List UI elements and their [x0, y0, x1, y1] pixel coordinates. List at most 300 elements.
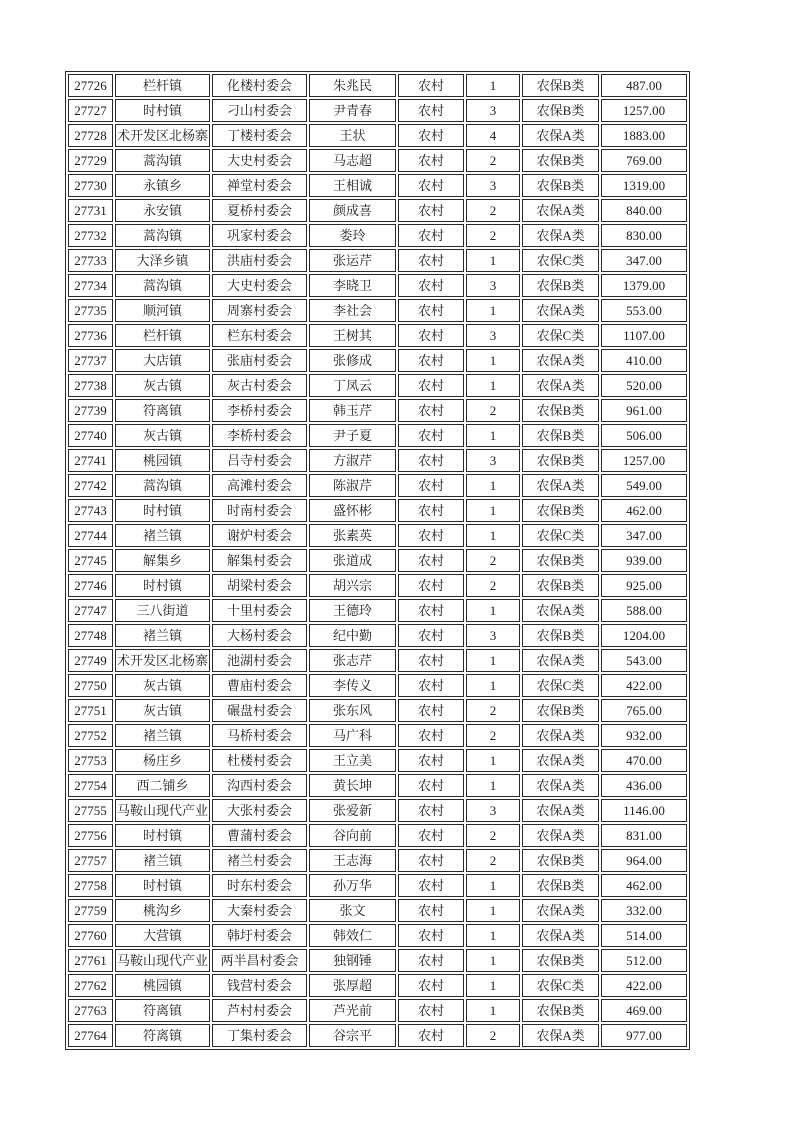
- insurance-type-cell: 农保B类: [522, 399, 599, 422]
- amount-cell: 422.00: [601, 674, 687, 697]
- insurance-type-cell: 农保A类: [522, 349, 599, 372]
- town-cell: 蒿沟镇: [115, 224, 210, 247]
- count-cell: 2: [466, 224, 520, 247]
- insurance-type-cell: 农保C类: [522, 974, 599, 997]
- village-cell: 丁楼村委会: [212, 124, 307, 147]
- id-cell: 27740: [68, 424, 113, 447]
- id-cell: 27738: [68, 374, 113, 397]
- table-row: [68, 424, 687, 447]
- id-cell: 27734: [68, 274, 113, 297]
- table-row: [68, 399, 687, 422]
- village-cell: 马桥村委会: [212, 724, 307, 747]
- village-cell: 褚兰村委会: [212, 849, 307, 872]
- id-cell: 27748: [68, 624, 113, 647]
- count-cell: 3: [466, 449, 520, 472]
- person-name-cell: 张修成: [309, 349, 396, 372]
- id-cell: 27754: [68, 774, 113, 797]
- person-name-cell: 芦光前: [309, 999, 396, 1022]
- village-cell: 巩家村委会: [212, 224, 307, 247]
- insurance-type-cell: 农保B类: [522, 874, 599, 897]
- person-name-cell: 王状: [309, 124, 396, 147]
- id-cell: 27756: [68, 824, 113, 847]
- amount-cell: 469.00: [601, 999, 687, 1022]
- id-cell: 27755: [68, 799, 113, 822]
- id-cell: 27761: [68, 949, 113, 972]
- amount-cell: 512.00: [601, 949, 687, 972]
- count-cell: 2: [466, 199, 520, 222]
- person-name-cell: 王立美: [309, 749, 396, 772]
- person-name-cell: 王德玲: [309, 599, 396, 622]
- count-cell: 1: [466, 674, 520, 697]
- table-row: [68, 674, 687, 697]
- town-cell: 灰古镇: [115, 374, 210, 397]
- table-row: [68, 849, 687, 872]
- insurance-type-cell: 农保C类: [522, 249, 599, 272]
- insurance-type-cell: 农保B类: [522, 174, 599, 197]
- person-name-cell: 马广科: [309, 724, 396, 747]
- town-cell: 杨庄乡: [115, 749, 210, 772]
- amount-cell: 347.00: [601, 249, 687, 272]
- village-cell: 韩圩村委会: [212, 924, 307, 947]
- id-cell: 27733: [68, 249, 113, 272]
- category-cell: 农村: [398, 499, 464, 522]
- town-cell: 时村镇: [115, 874, 210, 897]
- count-cell: 1: [466, 949, 520, 972]
- village-cell: 禅堂村委会: [212, 174, 307, 197]
- id-cell: 27744: [68, 524, 113, 547]
- table-row: [68, 74, 687, 97]
- person-name-cell: 谷向前: [309, 824, 396, 847]
- village-cell: 杜楼村委会: [212, 749, 307, 772]
- amount-cell: 1257.00: [601, 449, 687, 472]
- person-name-cell: 尹子夏: [309, 424, 396, 447]
- village-cell: 钱营村委会: [212, 974, 307, 997]
- category-cell: 农村: [398, 999, 464, 1022]
- town-cell: 灰古镇: [115, 424, 210, 447]
- amount-cell: 939.00: [601, 549, 687, 572]
- category-cell: 农村: [398, 674, 464, 697]
- count-cell: 1: [466, 374, 520, 397]
- id-cell: 27750: [68, 674, 113, 697]
- amount-cell: 1883.00: [601, 124, 687, 147]
- insurance-type-cell: 农保B类: [522, 74, 599, 97]
- id-cell: 27726: [68, 74, 113, 97]
- town-cell: 西二铺乡: [115, 774, 210, 797]
- insurance-type-cell: 农保A类: [522, 224, 599, 247]
- count-cell: 1: [466, 499, 520, 522]
- insurance-type-cell: 农保A类: [522, 474, 599, 497]
- insurance-type-cell: 农保B类: [522, 949, 599, 972]
- insurance-type-cell: 农保B类: [522, 149, 599, 172]
- id-cell: 27728: [68, 124, 113, 147]
- table-row: [68, 649, 687, 672]
- person-name-cell: 独钢锤: [309, 949, 396, 972]
- village-cell: 大史村委会: [212, 274, 307, 297]
- person-name-cell: 李社会: [309, 299, 396, 322]
- village-cell: 大史村委会: [212, 149, 307, 172]
- table-row: [68, 874, 687, 897]
- table-row: [68, 549, 687, 572]
- count-cell: 1: [466, 249, 520, 272]
- town-cell: 解集乡: [115, 549, 210, 572]
- town-cell: 桃园镇: [115, 449, 210, 472]
- town-cell: [115, 949, 210, 972]
- insurance-type-cell: 农保C类: [522, 324, 599, 347]
- count-cell: 3: [466, 99, 520, 122]
- town-cell: 褚兰镇: [115, 524, 210, 547]
- insurance-type-cell: 农保B类: [522, 624, 599, 647]
- person-name-cell: 胡兴宗: [309, 574, 396, 597]
- insurance-type-cell: 农保A类: [522, 649, 599, 672]
- insurance-type-cell: 农保B类: [522, 574, 599, 597]
- insurance-type-cell: 农保A类: [522, 599, 599, 622]
- person-name-cell: 黄长坤: [309, 774, 396, 797]
- insurance-type-cell: 农保A类: [522, 124, 599, 147]
- village-cell: 芦村村委会: [212, 999, 307, 1022]
- category-cell: 农村: [398, 324, 464, 347]
- village-cell: 吕寺村委会: [212, 449, 307, 472]
- id-cell: 27757: [68, 849, 113, 872]
- amount-cell: 1379.00: [601, 274, 687, 297]
- table-row: [68, 824, 687, 847]
- town-cell: 褚兰镇: [115, 849, 210, 872]
- category-cell: 农村: [398, 224, 464, 247]
- person-name-cell: 王志海: [309, 849, 396, 872]
- clipped-town-text: 马鞍山现代产业: [117, 952, 209, 968]
- category-cell: 农村: [398, 149, 464, 172]
- town-cell: 时村镇: [115, 824, 210, 847]
- count-cell: 1: [466, 524, 520, 547]
- table-row: [68, 374, 687, 397]
- id-cell: 27745: [68, 549, 113, 572]
- category-cell: 农村: [398, 649, 464, 672]
- id-cell: 27730: [68, 174, 113, 197]
- insurance-type-cell: 农保A类: [522, 374, 599, 397]
- amount-cell: 830.00: [601, 224, 687, 247]
- town-cell: 三八街道: [115, 599, 210, 622]
- insurance-type-cell: 农保A类: [522, 1024, 599, 1047]
- town-cell: 蒿沟镇: [115, 149, 210, 172]
- insurance-type-cell: 农保B类: [522, 449, 599, 472]
- village-cell: 大秦村委会: [212, 899, 307, 922]
- count-cell: 1: [466, 899, 520, 922]
- category-cell: 农村: [398, 124, 464, 147]
- amount-cell: 1146.00: [601, 799, 687, 822]
- count-cell: 2: [466, 549, 520, 572]
- amount-cell: 977.00: [601, 1024, 687, 1047]
- category-cell: 农村: [398, 749, 464, 772]
- id-cell: 27746: [68, 574, 113, 597]
- count-cell: 1: [466, 999, 520, 1022]
- village-cell: 刁山村委会: [212, 99, 307, 122]
- id-cell: 27747: [68, 599, 113, 622]
- village-cell: 池湖村委会: [212, 649, 307, 672]
- count-cell: 3: [466, 799, 520, 822]
- insurance-type-cell: 农保B类: [522, 849, 599, 872]
- village-cell: 两半昌村委会: [212, 949, 307, 972]
- count-cell: 1: [466, 74, 520, 97]
- count-cell: 1: [466, 649, 520, 672]
- town-cell: 符离镇: [115, 1024, 210, 1047]
- town-cell: 蒿沟镇: [115, 474, 210, 497]
- table-row: [68, 699, 687, 722]
- category-cell: 农村: [398, 599, 464, 622]
- table-row: [68, 774, 687, 797]
- town-cell: 褚兰镇: [115, 724, 210, 747]
- category-cell: 农村: [398, 574, 464, 597]
- table-row: [68, 524, 687, 547]
- amount-cell: 462.00: [601, 499, 687, 522]
- category-cell: 农村: [398, 199, 464, 222]
- count-cell: 4: [466, 124, 520, 147]
- category-cell: 农村: [398, 474, 464, 497]
- insurance-type-cell: 农保B类: [522, 424, 599, 447]
- person-name-cell: 王相诚: [309, 174, 396, 197]
- village-cell: 曹庙村委会: [212, 674, 307, 697]
- amount-cell: 553.00: [601, 299, 687, 322]
- amount-cell: 436.00: [601, 774, 687, 797]
- village-cell: 灰古村委会: [212, 374, 307, 397]
- town-cell: 大店镇: [115, 349, 210, 372]
- village-cell: 曹蒲村委会: [212, 824, 307, 847]
- id-cell: 27762: [68, 974, 113, 997]
- table-row: [68, 1024, 687, 1047]
- village-cell: 化楼村委会: [212, 74, 307, 97]
- count-cell: 2: [466, 824, 520, 847]
- count-cell: 3: [466, 624, 520, 647]
- category-cell: 农村: [398, 249, 464, 272]
- amount-cell: 765.00: [601, 699, 687, 722]
- town-cell: 桃沟乡: [115, 899, 210, 922]
- town-cell: 灰古镇: [115, 699, 210, 722]
- id-cell: 27736: [68, 324, 113, 347]
- amount-cell: 831.00: [601, 824, 687, 847]
- category-cell: 农村: [398, 524, 464, 547]
- person-name-cell: 陈淑芹: [309, 474, 396, 497]
- village-cell: 时南村委会: [212, 499, 307, 522]
- town-cell: 大营镇: [115, 924, 210, 947]
- id-cell: 27729: [68, 149, 113, 172]
- village-cell: 周寨村委会: [212, 299, 307, 322]
- count-cell: 2: [466, 1024, 520, 1047]
- amount-cell: 520.00: [601, 374, 687, 397]
- person-name-cell: 张志芹: [309, 649, 396, 672]
- id-cell: 27760: [68, 924, 113, 947]
- category-cell: 农村: [398, 774, 464, 797]
- amount-cell: 1319.00: [601, 174, 687, 197]
- town-cell: 蒿沟镇: [115, 274, 210, 297]
- insurance-type-cell: 农保C类: [522, 674, 599, 697]
- village-cell: 胡梁村委会: [212, 574, 307, 597]
- id-cell: 27763: [68, 999, 113, 1022]
- table-row: [68, 449, 687, 472]
- count-cell: 2: [466, 399, 520, 422]
- insurance-type-cell: 农保B类: [522, 999, 599, 1022]
- count-cell: 2: [466, 849, 520, 872]
- count-cell: 1: [466, 774, 520, 797]
- category-cell: 农村: [398, 699, 464, 722]
- village-cell: 十里村委会: [212, 599, 307, 622]
- category-cell: 农村: [398, 1024, 464, 1047]
- count-cell: 2: [466, 149, 520, 172]
- id-cell: 27749: [68, 649, 113, 672]
- id-cell: 27759: [68, 899, 113, 922]
- insurance-type-cell: 农保B类: [522, 549, 599, 572]
- table-row: [68, 624, 687, 647]
- town-cell: 褚兰镇: [115, 624, 210, 647]
- village-cell: 解集村委会: [212, 549, 307, 572]
- amount-cell: 410.00: [601, 349, 687, 372]
- id-cell: 27742: [68, 474, 113, 497]
- table-row: [68, 174, 687, 197]
- amount-cell: 932.00: [601, 724, 687, 747]
- village-cell: 谢炉村委会: [212, 524, 307, 547]
- insurance-type-cell: 农保A类: [522, 824, 599, 847]
- insurance-type-cell: 农保A类: [522, 299, 599, 322]
- table-row: [68, 274, 687, 297]
- table-row: [68, 124, 687, 147]
- category-cell: 农村: [398, 949, 464, 972]
- category-cell: 农村: [398, 799, 464, 822]
- category-cell: 农村: [398, 449, 464, 472]
- person-name-cell: 张运芹: [309, 249, 396, 272]
- count-cell: 2: [466, 699, 520, 722]
- category-cell: 农村: [398, 924, 464, 947]
- records-table: [65, 71, 690, 1050]
- person-name-cell: 张素英: [309, 524, 396, 547]
- amount-cell: 961.00: [601, 399, 687, 422]
- count-cell: 1: [466, 299, 520, 322]
- count-cell: 1: [466, 874, 520, 897]
- category-cell: 农村: [398, 399, 464, 422]
- village-cell: 大杨村委会: [212, 624, 307, 647]
- count-cell: 3: [466, 274, 520, 297]
- person-name-cell: 娄玲: [309, 224, 396, 247]
- person-name-cell: 孙万华: [309, 874, 396, 897]
- table-row: [68, 924, 687, 947]
- amount-cell: 840.00: [601, 199, 687, 222]
- category-cell: 农村: [398, 99, 464, 122]
- category-cell: 农村: [398, 849, 464, 872]
- id-cell: 27741: [68, 449, 113, 472]
- id-cell: 27735: [68, 299, 113, 322]
- id-cell: 27753: [68, 749, 113, 772]
- person-name-cell: 马志超: [309, 149, 396, 172]
- table-row: [68, 974, 687, 997]
- amount-cell: 332.00: [601, 899, 687, 922]
- person-name-cell: 李晓卫: [309, 274, 396, 297]
- table-row: [68, 999, 687, 1022]
- insurance-type-cell: 农保B类: [522, 499, 599, 522]
- person-name-cell: 张东风: [309, 699, 396, 722]
- town-cell: 符离镇: [115, 399, 210, 422]
- count-cell: 1: [466, 474, 520, 497]
- person-name-cell: 张文: [309, 899, 396, 922]
- person-name-cell: 张道成: [309, 549, 396, 572]
- id-cell: 27758: [68, 874, 113, 897]
- table-row: [68, 199, 687, 222]
- town-cell: 桃园镇: [115, 974, 210, 997]
- village-cell: 夏桥村委会: [212, 199, 307, 222]
- table-row: [68, 899, 687, 922]
- town-cell: 时村镇: [115, 499, 210, 522]
- category-cell: 农村: [398, 624, 464, 647]
- id-cell: 27743: [68, 499, 113, 522]
- town-cell: 顺河镇: [115, 299, 210, 322]
- village-cell: 高滩村委会: [212, 474, 307, 497]
- amount-cell: 549.00: [601, 474, 687, 497]
- id-cell: 27727: [68, 99, 113, 122]
- town-cell: 时村镇: [115, 574, 210, 597]
- insurance-type-cell: 农保A类: [522, 199, 599, 222]
- id-cell: 27764: [68, 1024, 113, 1047]
- count-cell: 2: [466, 724, 520, 747]
- insurance-type-cell: 农保A类: [522, 799, 599, 822]
- village-cell: 李桥村委会: [212, 424, 307, 447]
- town-cell: 永镇乡: [115, 174, 210, 197]
- town-cell: 栏杆镇: [115, 74, 210, 97]
- count-cell: 3: [466, 324, 520, 347]
- category-cell: 农村: [398, 974, 464, 997]
- amount-cell: 347.00: [601, 524, 687, 547]
- village-cell: 大张村委会: [212, 799, 307, 822]
- person-name-cell: 李传义: [309, 674, 396, 697]
- person-name-cell: 尹青春: [309, 99, 396, 122]
- amount-cell: 1204.00: [601, 624, 687, 647]
- count-cell: 1: [466, 749, 520, 772]
- insurance-type-cell: 农保A类: [522, 749, 599, 772]
- person-name-cell: 王树其: [309, 324, 396, 347]
- village-cell: 碾盘村委会: [212, 699, 307, 722]
- count-cell: 1: [466, 924, 520, 947]
- town-cell: [115, 124, 210, 147]
- category-cell: 农村: [398, 424, 464, 447]
- id-cell: 27751: [68, 699, 113, 722]
- insurance-type-cell: 农保B类: [522, 99, 599, 122]
- table-row: [68, 324, 687, 347]
- table-row: [68, 149, 687, 172]
- amount-cell: 1257.00: [601, 99, 687, 122]
- table-row: [68, 749, 687, 772]
- person-name-cell: 方淑芹: [309, 449, 396, 472]
- person-name-cell: 纪中勤: [309, 624, 396, 647]
- person-name-cell: 韩效仁: [309, 924, 396, 947]
- amount-cell: 422.00: [601, 974, 687, 997]
- amount-cell: 588.00: [601, 599, 687, 622]
- id-cell: 27752: [68, 724, 113, 747]
- town-cell: 时村镇: [115, 99, 210, 122]
- amount-cell: 543.00: [601, 649, 687, 672]
- person-name-cell: 谷宗平: [309, 1024, 396, 1047]
- category-cell: 农村: [398, 349, 464, 372]
- table-body: [68, 74, 687, 1047]
- category-cell: 农村: [398, 724, 464, 747]
- town-cell: 灰古镇: [115, 674, 210, 697]
- amount-cell: 925.00: [601, 574, 687, 597]
- count-cell: 1: [466, 424, 520, 447]
- insurance-type-cell: 农保C类: [522, 524, 599, 547]
- insurance-type-cell: 农保B类: [522, 699, 599, 722]
- category-cell: 农村: [398, 374, 464, 397]
- table-row: [68, 724, 687, 747]
- town-cell: [115, 799, 210, 822]
- village-cell: 李桥村委会: [212, 399, 307, 422]
- person-name-cell: 韩玉芹: [309, 399, 396, 422]
- table-row: [68, 224, 687, 247]
- category-cell: 农村: [398, 824, 464, 847]
- amount-cell: 487.00: [601, 74, 687, 97]
- village-cell: 时东村委会: [212, 874, 307, 897]
